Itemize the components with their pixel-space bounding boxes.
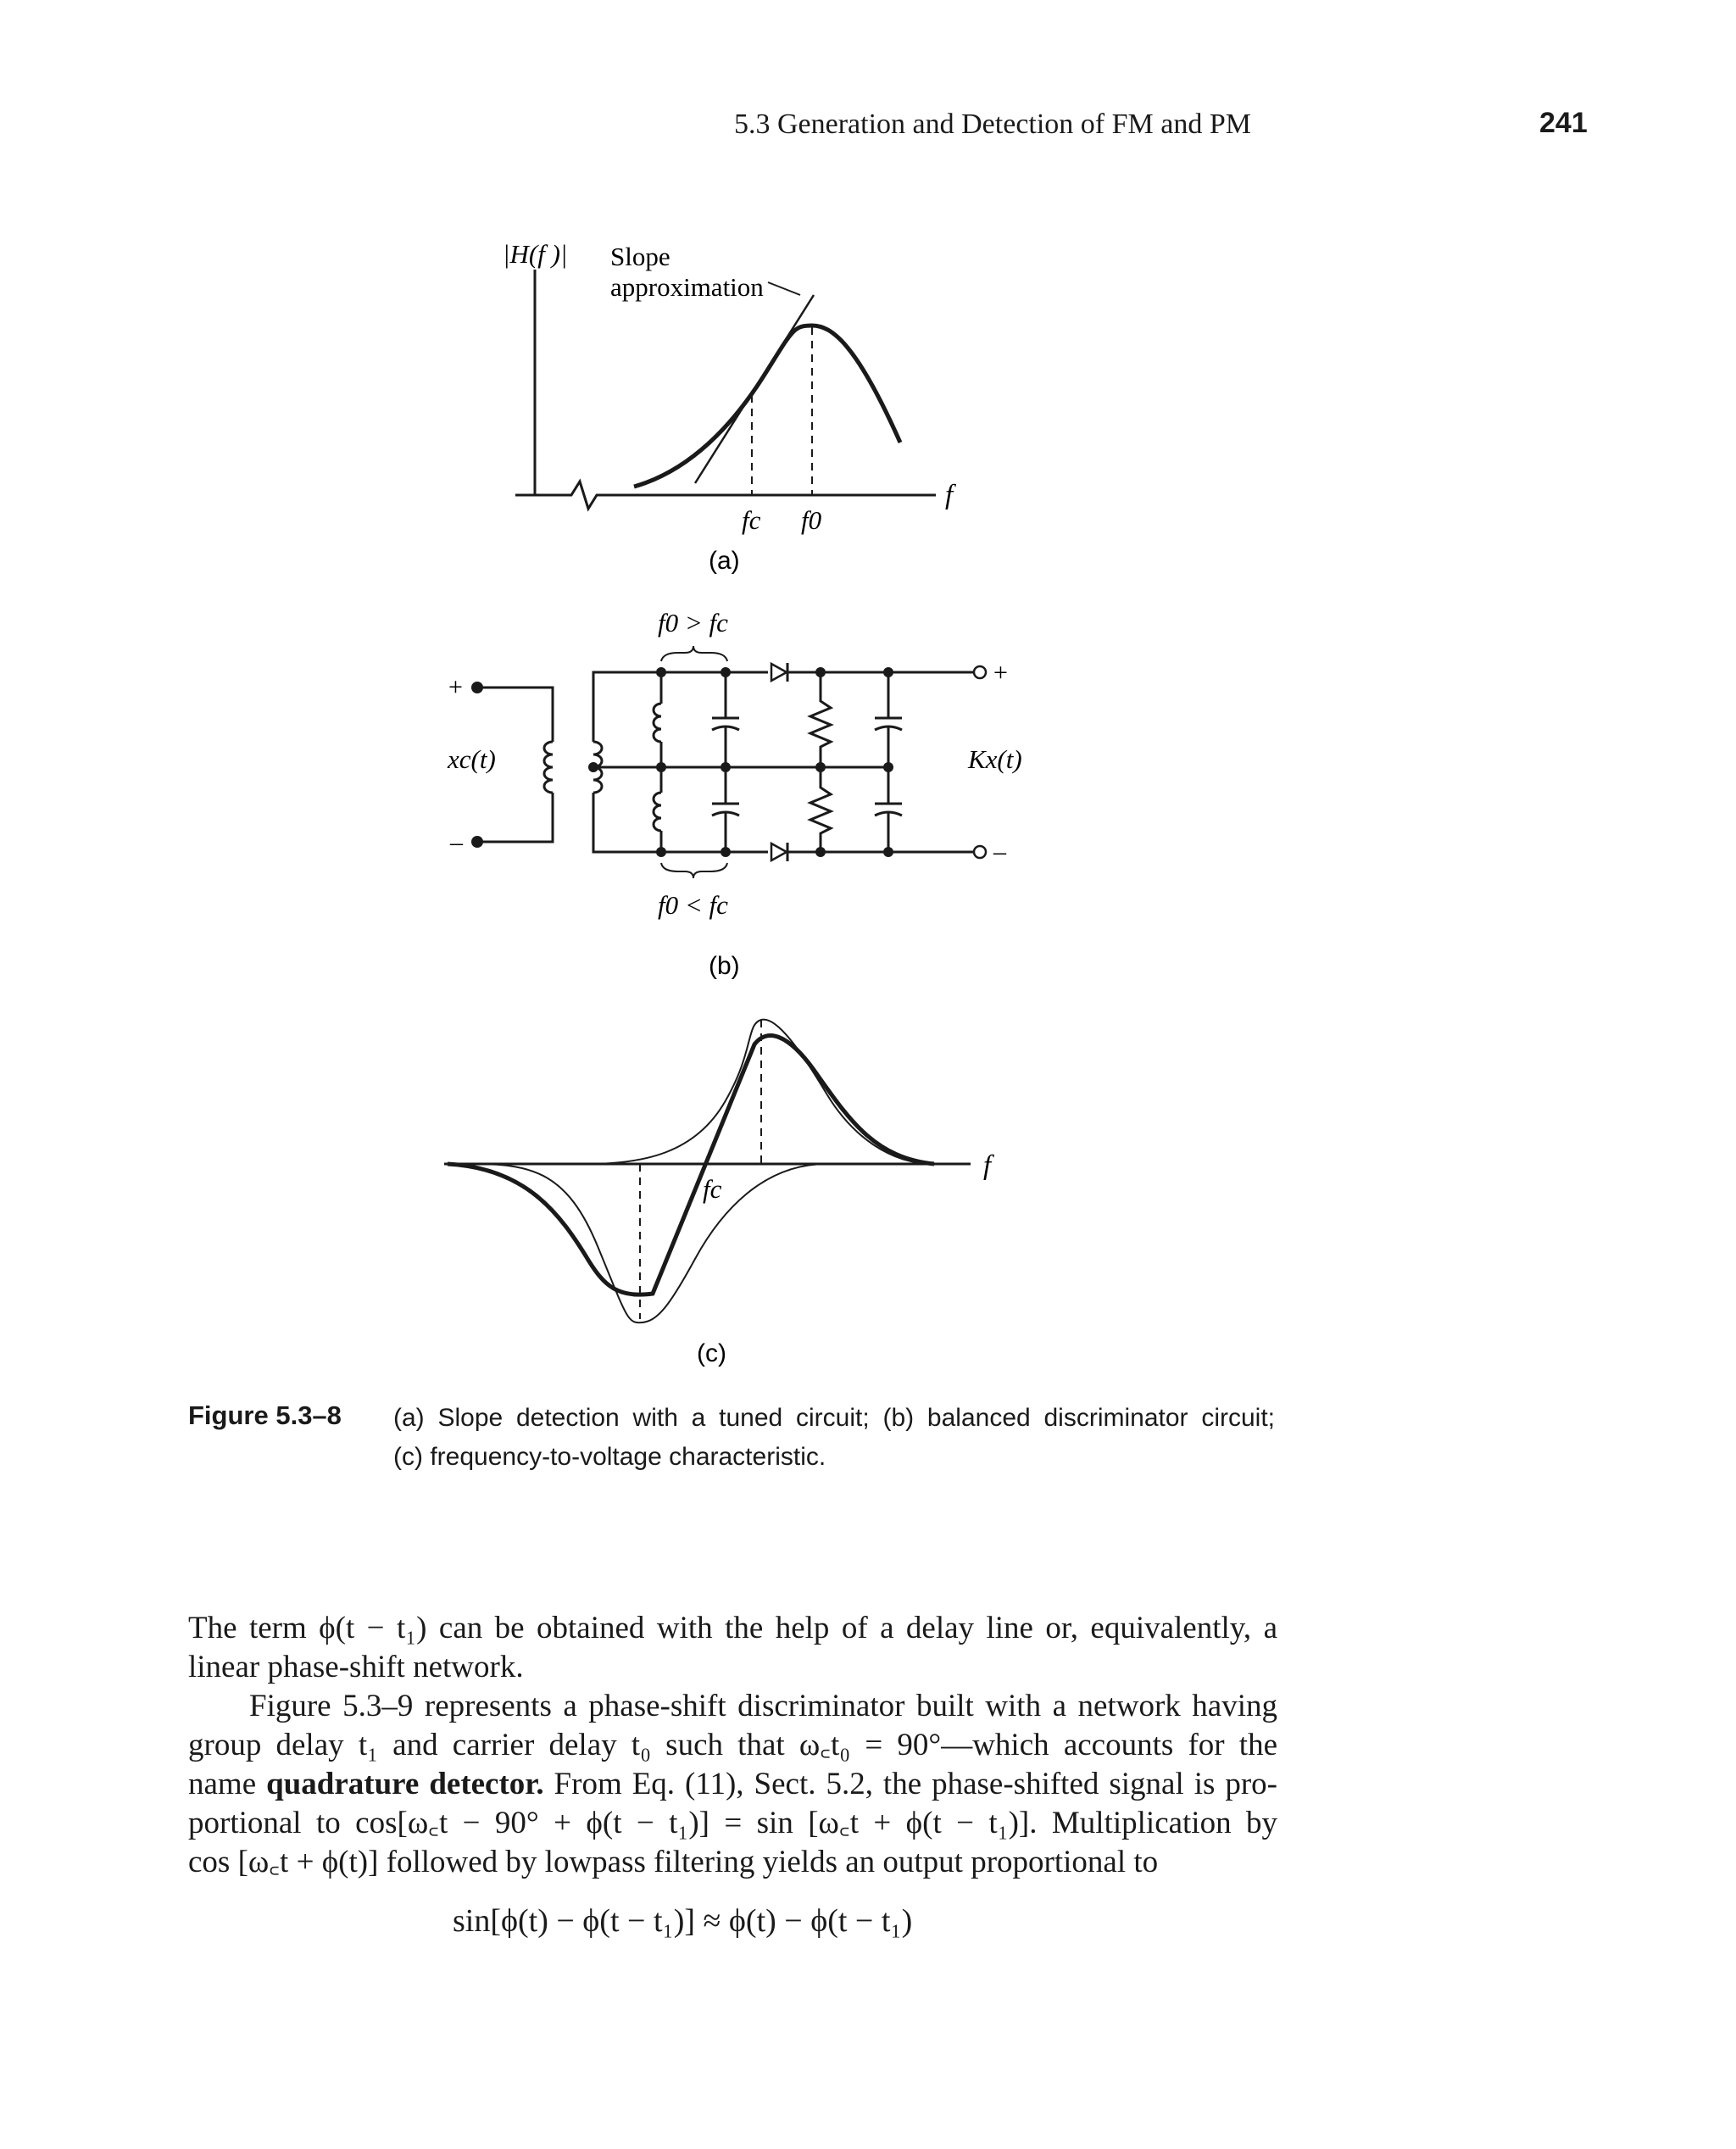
panel-a-label: (a) [709,547,740,575]
paragraph-2 [188,1687,1277,1882]
panel-a-annotation-line1: Slope [610,242,670,271]
panel-b-minus-left: – [450,828,463,856]
bottom-brace [661,863,727,878]
panel-b-minus-right: – [993,838,1006,866]
lower-resistor [810,767,831,852]
lower-tuning-coil [654,793,661,831]
upper-resistor [810,672,831,767]
lower-diode [768,843,788,861]
panel-b-label: (b) [709,952,740,980]
panel-b-plus-left: + [448,673,463,701]
paragraph-1 [188,1609,1277,1687]
panel-a [515,270,936,509]
para1-line2: linear phase-shift network. [188,1650,524,1684]
panel-b-plus-right: + [993,659,1008,687]
secondary-bottom [593,793,973,852]
figure-label: Figure 5.3–8 [188,1400,342,1430]
panel-b-top-label: f0 > fc [658,608,728,637]
panel-c [444,1020,971,1323]
panel-c-x-axis-label: f [983,1150,992,1181]
term-quadrature-detector: quadrature detector. [266,1767,544,1801]
panel-a-x-axis [515,482,936,509]
para1-line1: The term ϕ(t − t₁) can be obtained with the help of a delay line or, equivalently, a [188,1611,1277,1645]
panel-c-label: (c) [697,1339,726,1367]
figure-caption [393,1399,1275,1477]
para2-line5: cos [ω꜀t + ϕ(t)] followed by lowpass filtering yields an output proportional to [188,1845,1159,1879]
primary-bottom-lead [477,793,553,842]
output-terminal-plus [974,666,986,678]
upper-tuning-coil [654,704,661,742]
primary-top-lead [477,688,553,742]
para2-line2: group delay t₁ and carrier delay t₀ such that ω꜀t₀ = 90°—which accounts for the [188,1728,1277,1762]
top-brace [661,646,727,661]
panel-b-input-label: xc(t) [448,744,496,774]
display-equation: sin[ϕ(t) − ϕ(t − t₁)] ≈ ϕ(t) − ϕ(t − t₁) [453,1903,913,1939]
secondary-top [593,672,973,742]
slope-approximation-line [695,295,814,483]
primary-coil [544,742,553,793]
caption-line-1: (a) Slope detection with a tuned circuit; (b) balanced discriminator circuit; [393,1404,1275,1432]
panel-a-tick-f0: f0 [801,505,822,535]
page-number: 241 [1539,107,1588,139]
caption-line-2: (c) frequency-to-voltage characteristic. [393,1443,826,1471]
para2-line3: name quadrature detector. From Eq. (11), Sect. 5.2, the phase-shifted signal is pro- [188,1767,1277,1801]
para2-line1: Figure 5.3–9 represents a phase-shift discriminator built with a network having [249,1689,1277,1723]
annotation-leader [768,282,800,295]
upper-diode [768,663,788,682]
panel-a-response-curve [634,326,900,487]
panel-a-tick-fc: fc [742,505,761,535]
panel-a-x-axis-label: f [945,480,954,510]
panel-a-annotation-line2: approximation [610,272,764,302]
panel-c-tick-fc: fc [703,1174,722,1204]
para2-line4: portional to cos[ω꜀t − 90° + ϕ(t − t₁)] = sin [ω꜀t + ϕ(t − t₁)]. Multiplication by [188,1806,1277,1840]
panel-b [477,646,973,878]
panel-b-output-label: Kx(t) [968,744,1022,774]
panel-a-y-axis-label: |H(f )| [503,239,568,269]
panel-b-bottom-label: f0 < fc [658,890,728,920]
running-header: 5.3 Generation and Detection of FM and PM [734,109,1251,140]
output-terminal-minus [974,846,986,858]
